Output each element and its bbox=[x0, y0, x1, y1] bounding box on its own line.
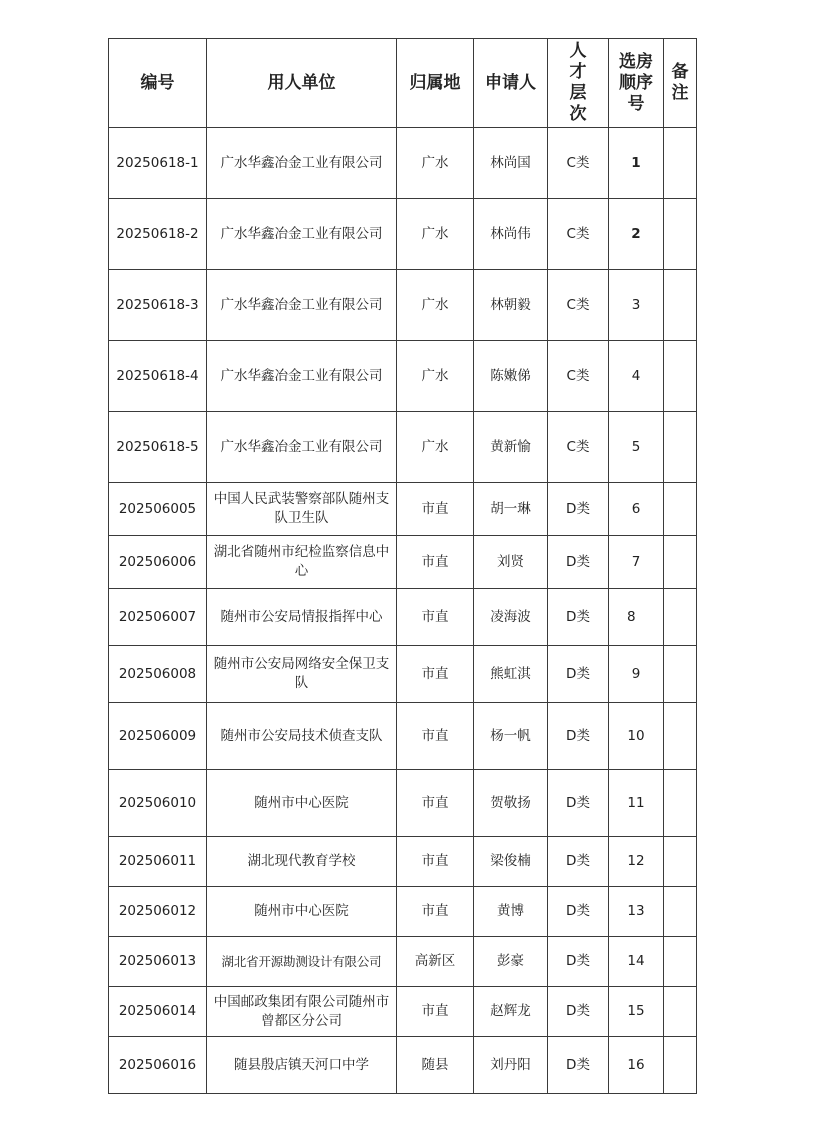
table-row bbox=[109, 703, 697, 770]
cell-id: 202506011 bbox=[109, 837, 207, 887]
cell-unit: 随州市公安局网络安全保卫支队 bbox=[207, 646, 397, 703]
cell-region: 市直 bbox=[397, 589, 474, 646]
cell-level: C类 bbox=[548, 412, 609, 483]
cell-remark bbox=[664, 770, 697, 837]
cell-remark bbox=[664, 837, 697, 887]
cell-unit: 湖北省随州市纪检监察信息中心 bbox=[207, 536, 397, 589]
cell-unit: 随县殷店镇天河口中学 bbox=[207, 1037, 397, 1094]
cell-applicant: 贺敬扬 bbox=[474, 770, 548, 837]
cell-remark bbox=[664, 270, 697, 341]
table-row bbox=[109, 770, 697, 837]
cell-unit: 广水华鑫冶金工业有限公司 bbox=[207, 412, 397, 483]
table-row bbox=[109, 270, 697, 341]
cell-level: C类 bbox=[548, 341, 609, 412]
cell-id: 202506012 bbox=[109, 887, 207, 937]
header-id: 编号 bbox=[109, 39, 207, 128]
cell-order: 7 bbox=[609, 536, 664, 589]
cell-remark bbox=[664, 887, 697, 937]
cell-region: 高新区 bbox=[397, 937, 474, 987]
table-row bbox=[109, 937, 697, 987]
cell-order: 11 bbox=[609, 770, 664, 837]
table-row bbox=[109, 536, 697, 589]
header-talent-level: 人才层次 bbox=[548, 39, 609, 128]
cell-order: 13 bbox=[609, 887, 664, 937]
cell-applicant: 凌海波 bbox=[474, 589, 548, 646]
cell-id: 202506014 bbox=[109, 987, 207, 1037]
cell-applicant: 刘贤 bbox=[474, 536, 548, 589]
cell-id: 20250618-4 bbox=[109, 341, 207, 412]
cell-region: 广水 bbox=[397, 341, 474, 412]
cell-region: 广水 bbox=[397, 128, 474, 199]
cell-order: 8 bbox=[609, 589, 664, 646]
cell-level: D类 bbox=[548, 937, 609, 987]
cell-region: 广水 bbox=[397, 270, 474, 341]
header-unit: 用人单位 bbox=[207, 39, 397, 128]
cell-id: 202506016 bbox=[109, 1037, 207, 1094]
cell-applicant: 林尚国 bbox=[474, 128, 548, 199]
cell-unit: 广水华鑫冶金工业有限公司 bbox=[207, 270, 397, 341]
header-applicant: 申请人 bbox=[474, 39, 548, 128]
header-region: 归属地 bbox=[397, 39, 474, 128]
cell-level: D类 bbox=[548, 646, 609, 703]
cell-level: D类 bbox=[548, 483, 609, 536]
cell-remark bbox=[664, 937, 697, 987]
cell-remark bbox=[664, 1037, 697, 1094]
allocation-table bbox=[108, 38, 697, 1094]
cell-applicant: 杨一帆 bbox=[474, 703, 548, 770]
cell-order: 15 bbox=[609, 987, 664, 1037]
cell-level: D类 bbox=[548, 770, 609, 837]
cell-region: 市直 bbox=[397, 887, 474, 937]
cell-level: D类 bbox=[548, 987, 609, 1037]
table-row bbox=[109, 837, 697, 887]
cell-applicant: 熊虹淇 bbox=[474, 646, 548, 703]
cell-region: 市直 bbox=[397, 837, 474, 887]
cell-applicant: 赵辉龙 bbox=[474, 987, 548, 1037]
cell-applicant: 胡一琳 bbox=[474, 483, 548, 536]
cell-remark bbox=[664, 646, 697, 703]
cell-applicant: 黄新愉 bbox=[474, 412, 548, 483]
cell-level: D类 bbox=[548, 703, 609, 770]
header-order: 选房顺序号 bbox=[609, 39, 664, 128]
cell-region: 市直 bbox=[397, 646, 474, 703]
cell-remark bbox=[664, 987, 697, 1037]
cell-remark bbox=[664, 536, 697, 589]
cell-remark bbox=[664, 128, 697, 199]
cell-order: 4 bbox=[609, 341, 664, 412]
cell-id: 202506006 bbox=[109, 536, 207, 589]
cell-unit: 随州市中心医院 bbox=[207, 887, 397, 937]
table-row bbox=[109, 1037, 697, 1094]
cell-unit: 广水华鑫冶金工业有限公司 bbox=[207, 128, 397, 199]
cell-applicant: 黄博 bbox=[474, 887, 548, 937]
cell-order: 6 bbox=[609, 483, 664, 536]
cell-level: D类 bbox=[548, 837, 609, 887]
table-row bbox=[109, 128, 697, 199]
cell-id: 202506005 bbox=[109, 483, 207, 536]
header-remark: 备注 bbox=[664, 39, 697, 128]
cell-level: D类 bbox=[548, 887, 609, 937]
cell-unit: 中国人民武装警察部队随州支队卫生队 bbox=[207, 483, 397, 536]
cell-remark bbox=[664, 199, 697, 270]
cell-applicant: 彭豪 bbox=[474, 937, 548, 987]
cell-id: 202506009 bbox=[109, 703, 207, 770]
cell-remark bbox=[664, 703, 697, 770]
cell-unit: 随州市公安局情报指挥中心 bbox=[207, 589, 397, 646]
table-row bbox=[109, 589, 697, 646]
cell-unit: 湖北省开源勘测设计有限公司 bbox=[207, 937, 397, 987]
cell-id: 202506007 bbox=[109, 589, 207, 646]
table-row bbox=[109, 483, 697, 536]
cell-remark bbox=[664, 412, 697, 483]
cell-order: 12 bbox=[609, 837, 664, 887]
cell-id: 202506013 bbox=[109, 937, 207, 987]
cell-level: D类 bbox=[548, 536, 609, 589]
cell-id: 202506010 bbox=[109, 770, 207, 837]
cell-unit: 湖北现代教育学校 bbox=[207, 837, 397, 887]
table-row bbox=[109, 199, 697, 270]
cell-id: 20250618-1 bbox=[109, 128, 207, 199]
cell-id: 20250618-5 bbox=[109, 412, 207, 483]
table-row bbox=[109, 412, 697, 483]
cell-order: 10 bbox=[609, 703, 664, 770]
header-row bbox=[109, 39, 697, 128]
cell-region: 市直 bbox=[397, 483, 474, 536]
cell-unit: 广水华鑫冶金工业有限公司 bbox=[207, 341, 397, 412]
cell-region: 市直 bbox=[397, 987, 474, 1037]
cell-unit: 中国邮政集团有限公司随州市曾都区分公司 bbox=[207, 987, 397, 1037]
cell-level: D类 bbox=[548, 589, 609, 646]
cell-order: 2 bbox=[609, 199, 664, 270]
cell-applicant: 刘丹阳 bbox=[474, 1037, 548, 1094]
cell-applicant: 林朝毅 bbox=[474, 270, 548, 341]
cell-order: 5 bbox=[609, 412, 664, 483]
cell-order: 1 bbox=[609, 128, 664, 199]
cell-remark bbox=[664, 483, 697, 536]
cell-applicant: 梁俊楠 bbox=[474, 837, 548, 887]
cell-id: 202506008 bbox=[109, 646, 207, 703]
cell-applicant: 陈嫩俤 bbox=[474, 341, 548, 412]
cell-unit: 随州市中心医院 bbox=[207, 770, 397, 837]
cell-unit: 广水华鑫冶金工业有限公司 bbox=[207, 199, 397, 270]
table-row bbox=[109, 646, 697, 703]
cell-level: C类 bbox=[548, 128, 609, 199]
cell-id: 20250618-2 bbox=[109, 199, 207, 270]
cell-region: 随县 bbox=[397, 1037, 474, 1094]
cell-region: 市直 bbox=[397, 770, 474, 837]
cell-order: 16 bbox=[609, 1037, 664, 1094]
cell-remark bbox=[664, 589, 697, 646]
cell-remark bbox=[664, 341, 697, 412]
cell-unit: 随州市公安局技术侦查支队 bbox=[207, 703, 397, 770]
cell-order: 14 bbox=[609, 937, 664, 987]
table-row bbox=[109, 341, 697, 412]
cell-region: 广水 bbox=[397, 199, 474, 270]
cell-region: 广水 bbox=[397, 412, 474, 483]
cell-level: D类 bbox=[548, 1037, 609, 1094]
cell-applicant: 林尚伟 bbox=[474, 199, 548, 270]
cell-order: 3 bbox=[609, 270, 664, 341]
cell-id: 20250618-3 bbox=[109, 270, 207, 341]
cell-level: C类 bbox=[548, 270, 609, 341]
cell-level: C类 bbox=[548, 199, 609, 270]
cell-region: 市直 bbox=[397, 536, 474, 589]
table-row bbox=[109, 987, 697, 1037]
cell-order: 9 bbox=[609, 646, 664, 703]
cell-region: 市直 bbox=[397, 703, 474, 770]
table-row bbox=[109, 887, 697, 937]
